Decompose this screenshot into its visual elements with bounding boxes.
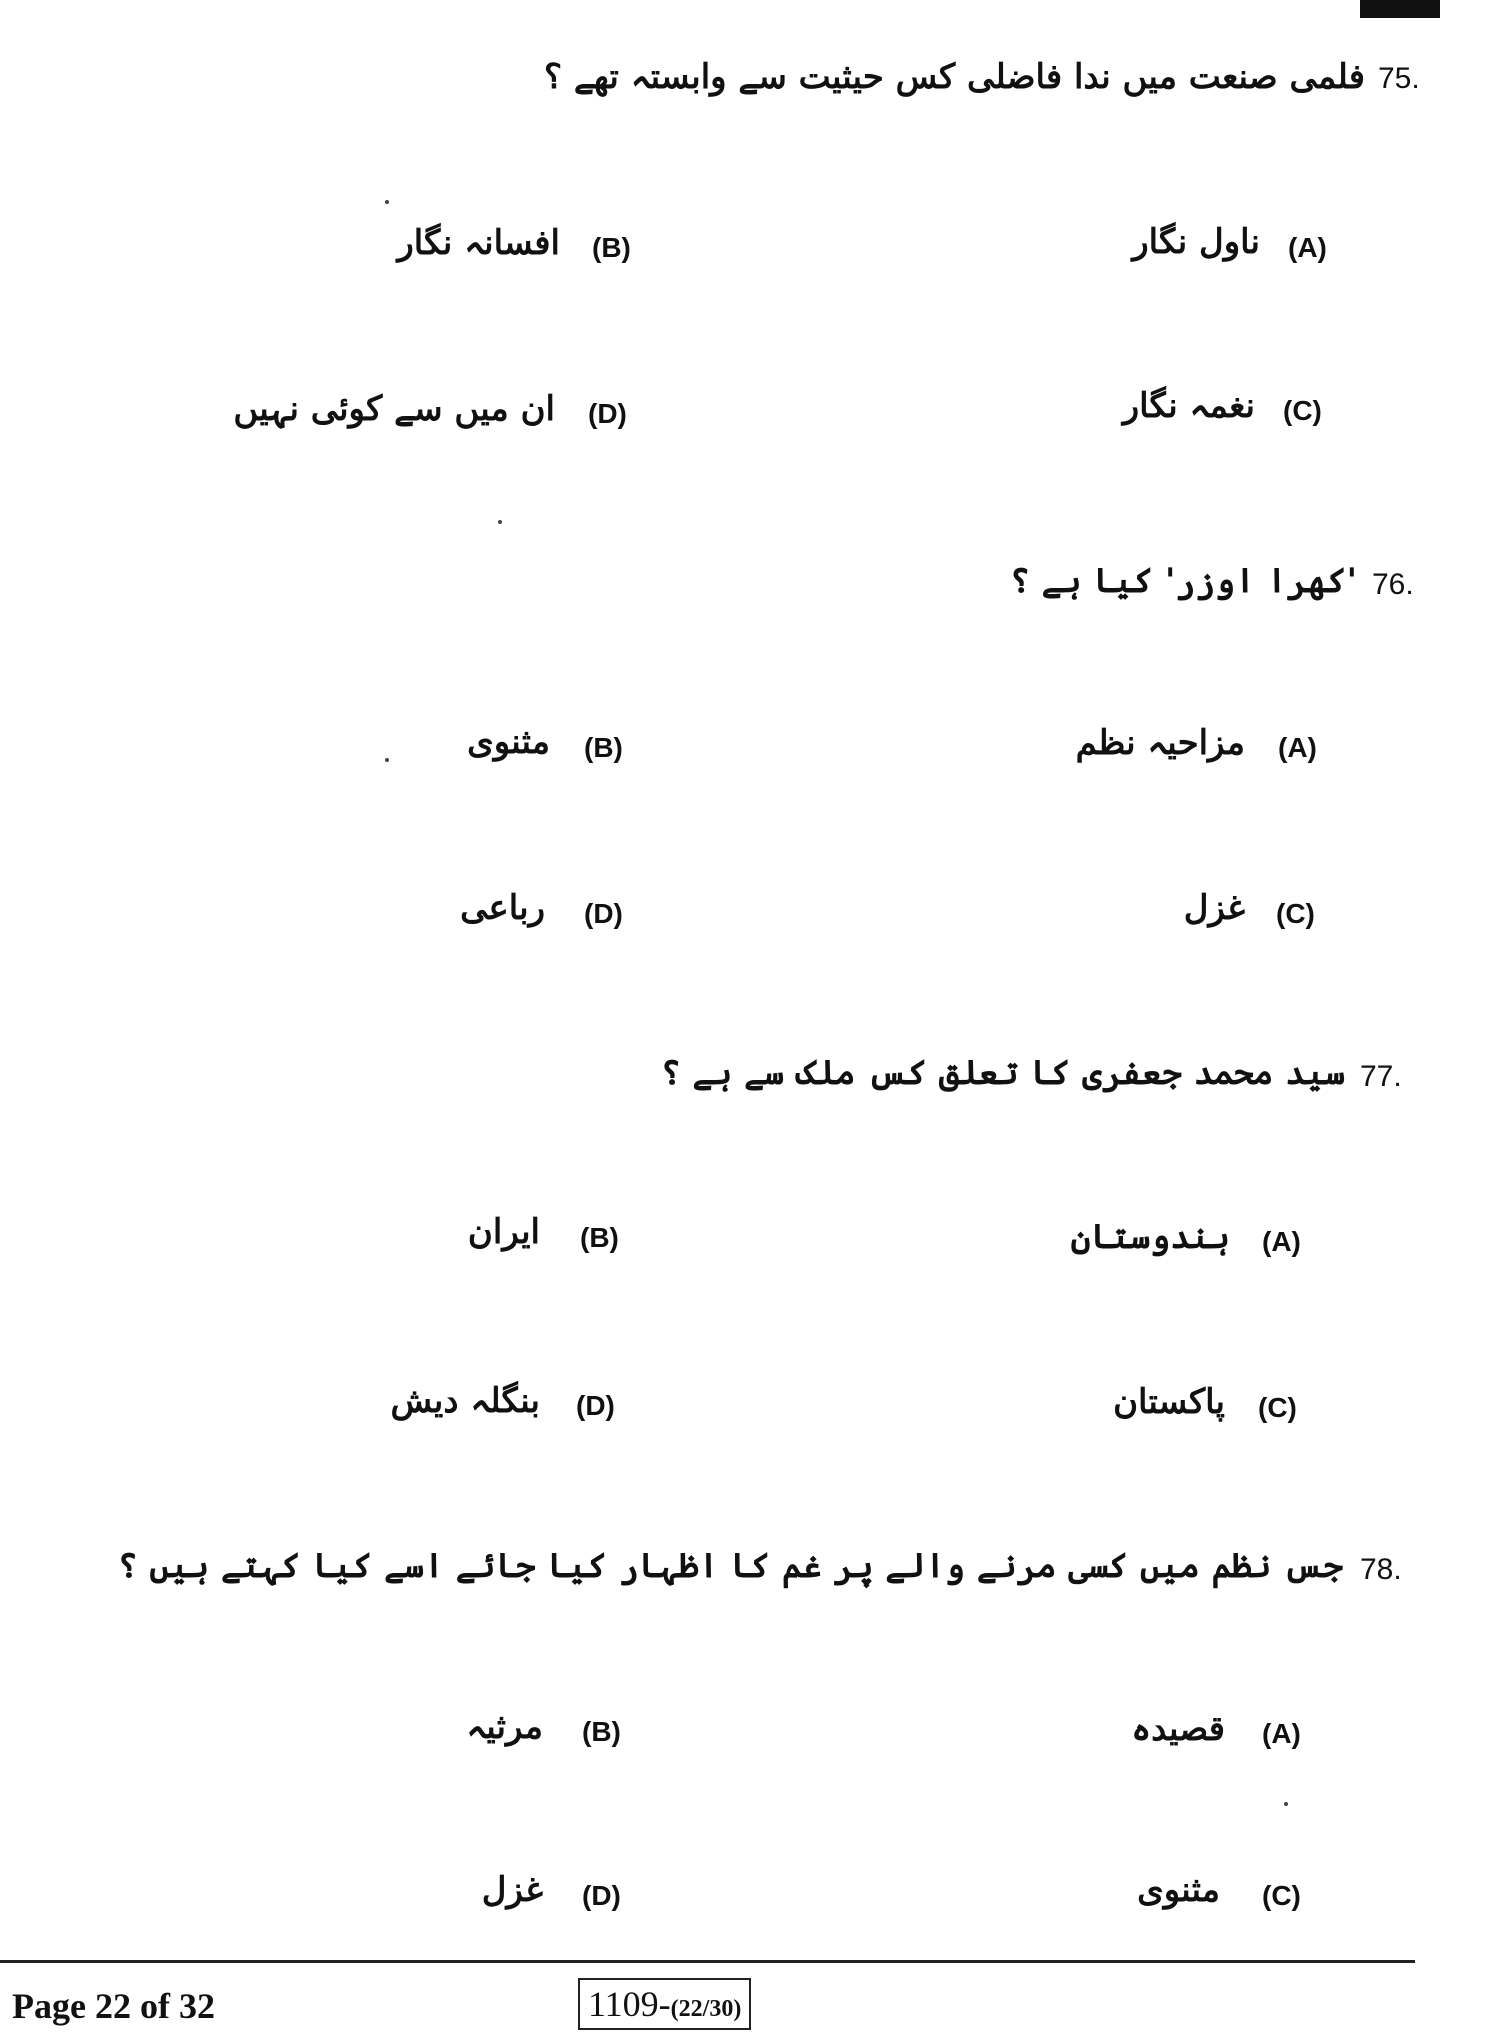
option-text-d: رباعی (460, 888, 545, 928)
option-letter-c: (C) (1283, 395, 1322, 426)
option-letter-c: (C) (1276, 898, 1315, 929)
option-text-d: بنگلہ دیش (390, 1381, 540, 1421)
option-letter-a: (A) (1262, 1226, 1301, 1257)
corner-mark (1360, 0, 1440, 18)
option-letter-b: (B) (582, 1716, 621, 1747)
scan-speck (498, 520, 502, 524)
option-text-d: ان میں سے کوئی نہیں (233, 389, 555, 429)
option-text-b: مرثیہ (466, 1707, 543, 1747)
option-text-a: قصیدہ (1131, 1709, 1225, 1749)
option-letter-d: (D) (576, 1390, 615, 1421)
paper-code-sub: (22/30) (670, 1996, 742, 2022)
question-number: 75. (1378, 62, 1420, 95)
option-letter-d: (D) (584, 898, 623, 929)
footer-divider (0, 1960, 1415, 1963)
question-text: سید محمد جعفری کا تعلق کس ملک سے ہے ؟ (660, 1053, 1345, 1093)
option-text-a: ہندوستان (1070, 1217, 1230, 1257)
option-letter-b: (B) (580, 1222, 619, 1253)
scan-speck (385, 200, 389, 204)
question-text: 'کھرا اوزر' کیا ہے ؟ (1009, 561, 1357, 601)
option-letter-c: (C) (1258, 1392, 1297, 1423)
option-letter-b: (B) (592, 232, 631, 263)
question-number: 77. (1360, 1060, 1402, 1093)
question-number: 76. (1372, 568, 1414, 601)
option-text-c: نغمہ نگار (1122, 386, 1255, 426)
option-text-c: پاکستان (1113, 1382, 1225, 1422)
option-letter-a: (A) (1278, 732, 1317, 763)
question-text: فلمی صنعت میں ندا فاضلی کس حیثیت سے وابستہ تھے ؟ (543, 57, 1365, 97)
option-letter-d: (D) (588, 398, 627, 429)
option-letter-a: (A) (1262, 1718, 1301, 1749)
option-text-b: ایران (467, 1212, 540, 1252)
option-text-b: مثنوی (467, 722, 550, 762)
option-text-d: غزل (481, 1870, 543, 1910)
question-text: جس نظم میں کسی مرنے والے پر غم کا اظہار کیا جائے اسے کیا کہتے ہیں ؟ (117, 1546, 1343, 1586)
page-number: Page 22 of 32 (12, 1986, 215, 2026)
option-text-c: مثنوی (1137, 1870, 1220, 1910)
option-text-a: ناول نگار (1132, 222, 1260, 262)
scan-speck (385, 758, 389, 762)
option-text-b: افسانہ نگار (397, 223, 560, 263)
paper-code-box (578, 1978, 751, 2030)
option-letter-d: (D) (582, 1880, 621, 1911)
question-number: 78. (1360, 1553, 1402, 1586)
option-text-c: غزل (1183, 888, 1245, 928)
option-letter-b: (B) (584, 732, 623, 763)
option-text-a: مزاحیہ نظم (1075, 723, 1245, 763)
paper-code: 1109- (588, 1984, 671, 2024)
scan-speck (1284, 1802, 1288, 1806)
option-letter-a: (A) (1288, 232, 1327, 263)
option-letter-c: (C) (1262, 1880, 1301, 1911)
